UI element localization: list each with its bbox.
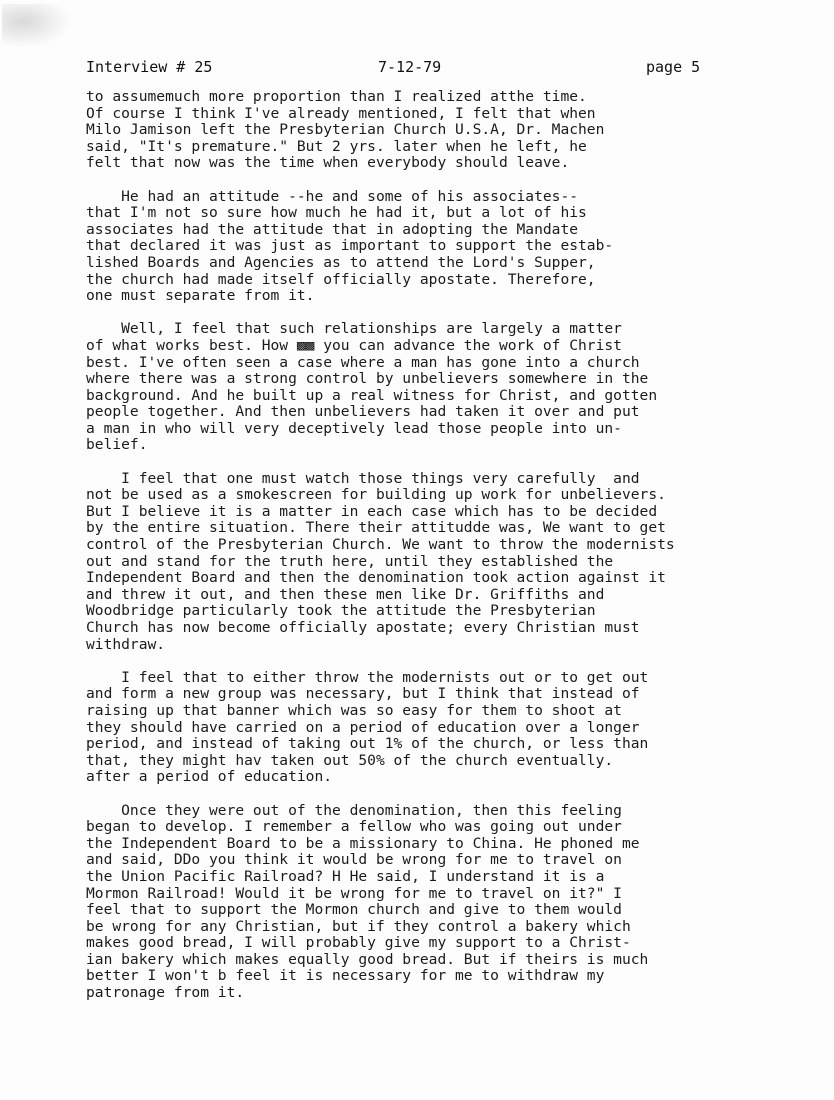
paragraph [86,803,786,1002]
text-line: period, and instead of taking out 1% of the church, or less than [86,735,649,753]
text-line: Of course I think I've already mentioned, I felt that when [86,104,596,122]
interview-number: Interview # 25 [86,58,213,76]
text-line: raising up that banner which was so easy for them to shoot at [86,701,622,719]
text-line: not be used as a smokescreen for building up work for unbelievers. [86,486,666,504]
text-line: Church has now become officially apostate; every Christian must [86,619,640,636]
text-line: I feel that one must watch those things very carefully and [86,469,640,487]
interview-date: 7-12-79 [378,58,442,76]
text-line: associates had the attitude that in adopting the Mandate [86,220,579,238]
text-line: the Independent Board to be a missionary to China. He phoned me [86,834,640,852]
text-line: of what works best. How ▩▩ you can advance the work of Christ [86,336,622,354]
text-line: best. I've often seen a case where a man has gone into a church [86,353,640,371]
text-line: began to develop. I remember a fellow who was going out under [86,818,622,836]
text-line: and threw it out, and then these men like Dr. Griffiths and [86,585,605,603]
text-line: that, they might hav taken out 50% of the church eventually. [86,751,614,769]
text-line: I feel that to either throw the modernists out or to get out [86,668,649,686]
text-line: by the entire situation. There their attitudde was, We want to get [86,519,666,537]
transcript-body [86,89,786,1018]
text-line: that declared it was just as important to support the estab- [86,237,614,255]
text-line: ian bakery which makes equally good bread. But if theirs is much [86,950,649,968]
text-line: be wrong for any Christian, but if they control a bakery which [86,917,631,935]
paragraph [86,189,786,305]
text-line: belief. [86,436,148,454]
text-line: said, "It's premature." But 2 yrs. later when he left, he [86,137,587,155]
text-line: felt that now was the time when everybody should leave. [86,154,570,172]
paragraph [86,471,786,654]
text-line: Milo Jamison left the Presbyterian Church U.S.A, Dr. Machen [86,121,605,139]
text-line: out and stand for the truth here, until they established the [86,552,614,570]
paragraph [86,321,786,454]
text-line: Mormon Railroad! Would it be wrong for me to travel on it?" I [86,884,622,902]
text-line: and form a new group was necessary, but I think that instead of [86,685,640,703]
text-line: and said, DDo you think it would be wrong for me to travel on [86,851,622,869]
text-line: one must separate from it. [86,287,315,305]
paragraph [86,670,786,786]
text-line: they should have carried on a period of education over a longer [86,718,640,736]
text-line: that I'm not so sure how much he had it, but a lot of his [86,204,587,222]
text-line: makes good bread, I will probably give my support to a Christ- [86,934,631,952]
text-line: feel that to support the Mormon church and give to them would [86,901,622,919]
page-number: page 5 [646,58,701,76]
text-line: Well, I feel that such relationships are largely a matter [86,320,622,338]
text-line: to assumemuch more proportion than I realized atthe time. [86,88,587,105]
text-line: Woodbridge particularly took the attitude the Presbyterian [86,602,596,620]
text-line: the Union Pacific Railroad? H He said, I understand it is a [86,867,605,885]
text-line: control of the Presbyterian Church. We want to throw the modernists [86,536,675,554]
text-line: Independent Board and then the denomination took action against it [86,569,666,587]
scan-smudge [2,4,72,48]
text-line: people together. And then unbelievers had taken it over and put [86,403,640,421]
text-line: But I believe it is a matter in each case which has to be decided [86,502,658,520]
text-line: He had an attitude --he and some of his associates-- [86,187,579,205]
text-line: Once they were out of the denomination, then this feeling [86,801,622,819]
text-line: lished Boards and Agencies as to attend the Lord's Supper, [86,253,596,271]
text-line: the church had made itself officially apostate. Therefore, [86,270,596,288]
text-line: background. And he built up a real witness for Christ, and gotten [86,386,658,404]
text-line: better I won't b feel it is necessary for me to withdraw my [86,967,605,985]
text-line: withdraw. [86,635,166,653]
text-line: patronage from it. [86,984,245,1002]
page-header [86,56,726,78]
text-line: after a period of education. [86,768,333,786]
text-line: where there was a strong control by unbelievers somewhere in the [86,370,649,388]
paragraph [86,89,786,172]
text-line: a man in who will very deceptively lead those people into un- [86,419,622,437]
